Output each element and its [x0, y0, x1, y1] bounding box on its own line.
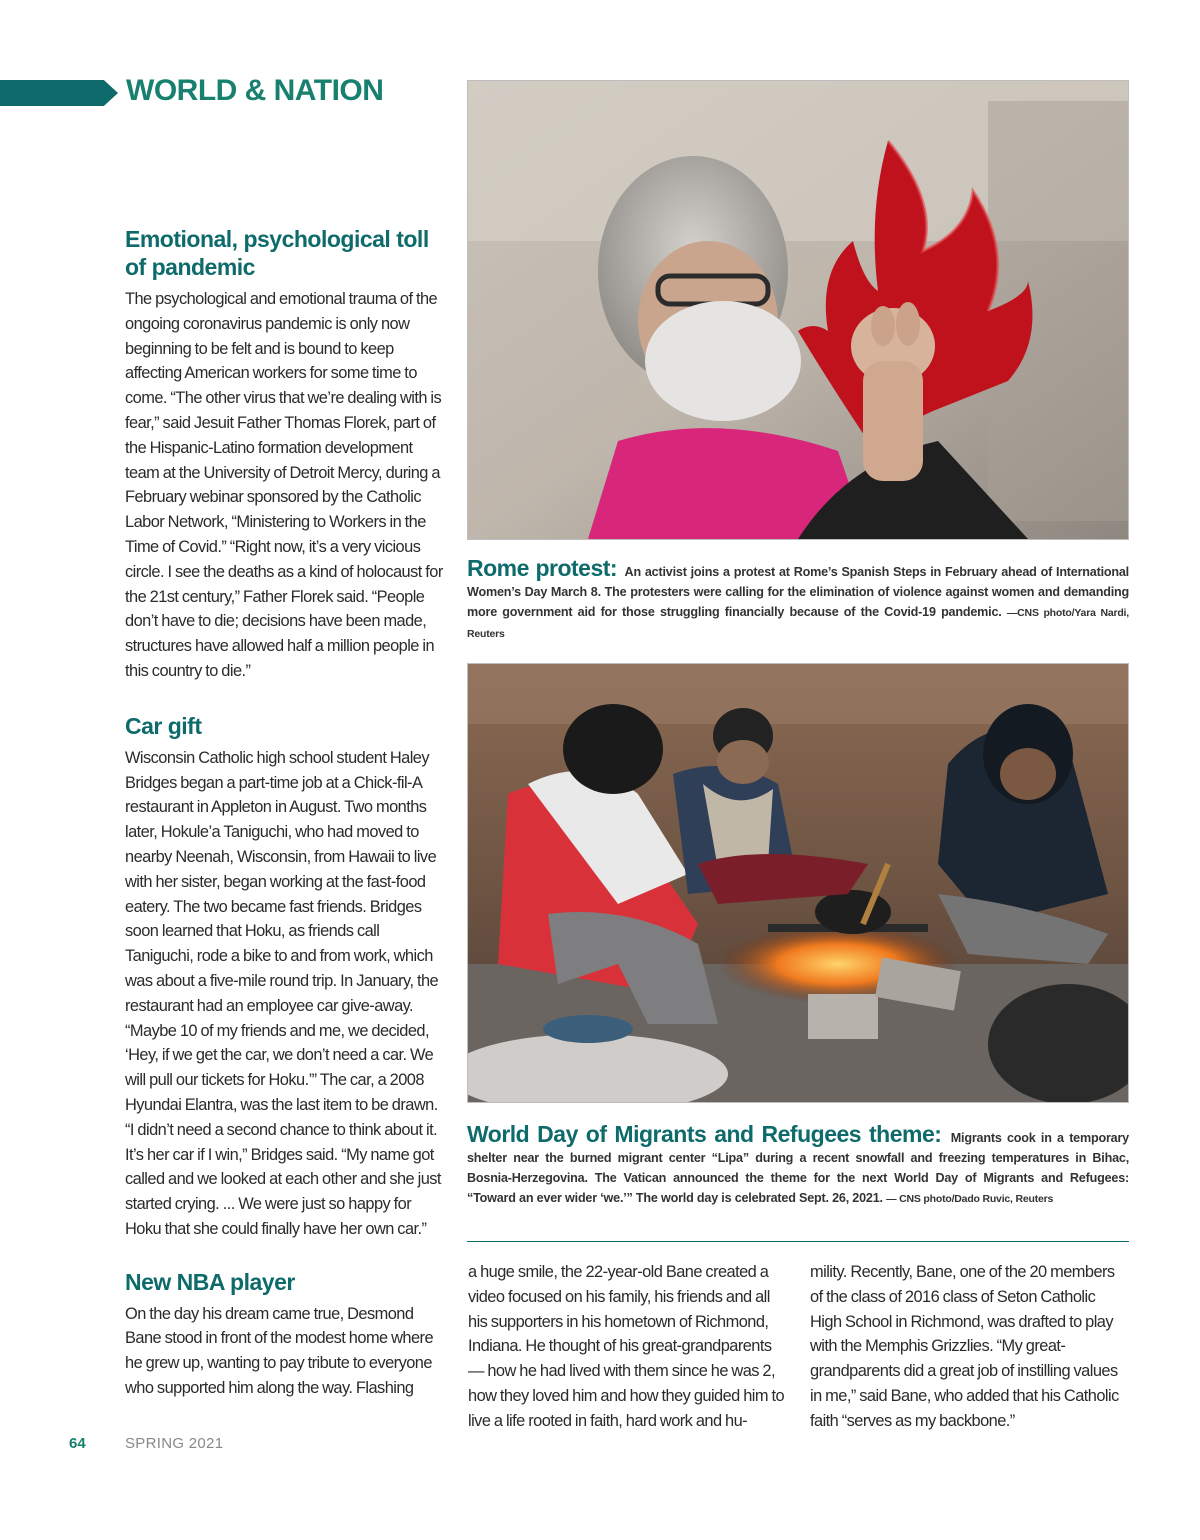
car-gift-body: Wisconsin Catholic high school student Haley Bridges began a part-time job at a Chick-fil-A restaurant in Appleton in August. Two months later, Hokule’a Taniguchi, who had moved to nearby Neenah, Wisconsin, from Hawaii to live with her sister, began working at the fast-food eatery. The two became fast friends. Bridges soon learned that Hoku, as friends call Taniguchi, rode a bike to and from work, which was about a five-mile round trip. In January, the restaurant had an employee car give-away. “Maybe 10 of my friends and me, we decided, ‘Hey, if we get the car, we don’t need a car. We will pull our tickets for Hoku.’” The car, a 2008 Hyundai Elantra, was the last item to be drawn. “I didn’t need a second chance to think about it. It’s her car if I win,” Bridges said. “My name got called and we looked at each other and she just started crying. ... We were just so happy for Hoku that she could finally have her own car.”	[125, 748, 441, 1238]
migrants-caption-credit: — CNS photo/Dado Ruvic, Reuters	[886, 1193, 1054, 1205]
issue-label: SPRING 2021	[125, 1435, 224, 1452]
migrants-caption	[467, 1121, 1129, 1209]
rome-caption-text: An activist joins a protest at Rome’s Spanish Steps in February ahead of International Women’s Day March 8. The protesters were calling for the elimination of violence against women and demanding more government aid for those struggling financially because of the Covid-19 pandemic.	[467, 565, 1129, 619]
section-divider	[467, 1241, 1129, 1242]
nba-body-part3: mility. Recently, Bane, one of the 20 members of the class of 2016 class of Seton Catholic High School in Richmond, was drafted to play with the Memphis Grizzlies. “My great-grandparents did a great job of instilling values in me,” said Bane, who added that his Catholic faith “serves as my backbone.”	[810, 1263, 1119, 1430]
nba-body-part1: On the day his dream came true, Desmond Bane stood in front of the modest home where he grew up, wanting to pay tribute to everyone who supported him along the way. Flashing	[125, 1304, 434, 1398]
rome-protest-photo	[467, 80, 1129, 540]
section-tab-arrow	[0, 80, 118, 106]
right-column	[810, 1260, 1130, 1434]
nba-body-part2: a huge smile, the 22-year-old Bane created a video focused on his family, his friends and all his supporters in his hometown of Richmond, Indiana. He thought of his great-grandparents — how he had lived with them since he was 2, how they loved him and how they guided him to live a life rooted in faith, hard work and hu-	[468, 1263, 785, 1430]
page-number: 64	[69, 1435, 86, 1452]
middle-column	[468, 1260, 788, 1434]
rome-caption-credit: —CNS photo/Yara Nardi, Reuters	[467, 607, 1129, 640]
rome-caption-lead: Rome protest:	[467, 555, 618, 581]
nba-headline: New NBA player	[125, 1268, 295, 1295]
left-column	[125, 225, 447, 1401]
rome-caption	[467, 555, 1129, 644]
car-gift-headline: Car gift	[125, 712, 202, 739]
migrants-caption-text: Migrants cook in a temporary shelter near the burned migrant center “Lipa” during a recent snowfall and freezing temperatures in Bihac, Bosnia-Herzegovina. The Vatican announced the theme for the next World Day of Migrants and Refugees: “Toward an ever wider ‘we.’” The world day is celebrated Sept. 26, 2021.	[467, 1131, 1129, 1205]
emotional-headline: Emotional, psychological toll of pandemic	[125, 226, 429, 280]
section-title: WORLD & NATION	[126, 74, 384, 107]
migrants-caption-lead: World Day of Migrants and Refugees theme:	[467, 1121, 942, 1147]
emotional-body: The psychological and emotional trauma of the ongoing coronavirus pandemic is only now beginning to be felt and is bound to keep affecting American workers for some time to come. “The other virus that we’re dealing with is fear,” said Jesuit Father Thomas Florek, part of the Hispanic-Latino formation development team at the University of Detroit Mercy, during a February webinar sponsored by the Catholic Labor Network, “Ministering to Workers in the Time of Covid.” “Right now, it’s a very vicious circle. I see the deaths as a kind of holocaust for the 21st century,” Father Florek said. “People don’t have to die; decisions have been made, structures have allowed half a million people in this country to die.”	[125, 290, 443, 680]
migrants-photo	[467, 663, 1129, 1103]
